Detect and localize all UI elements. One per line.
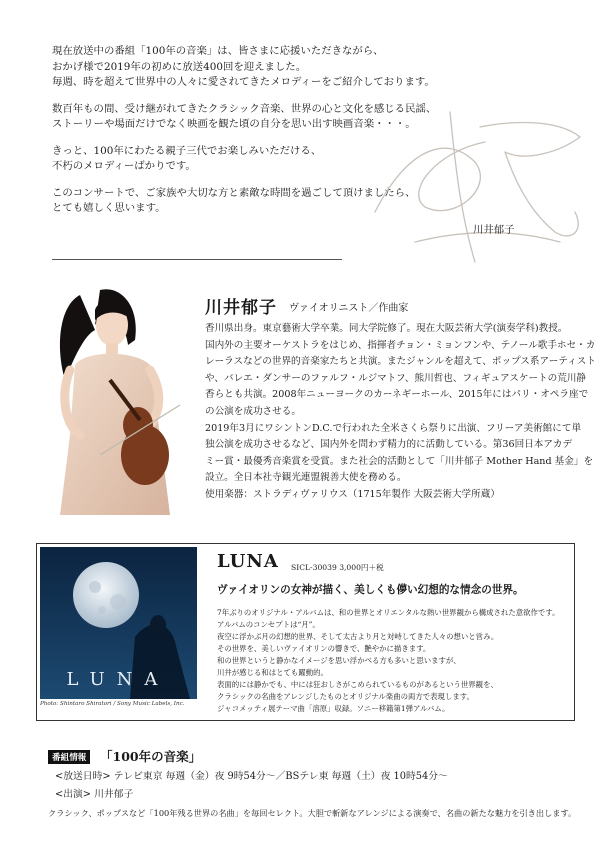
bio-line: 独公演を成功させるなど、国内外を問わず精力的に活動している。第36回日本アカデ <box>205 439 573 451</box>
album-desc-line: 和の世界というと静かなイメージを思い浮かべる方も多いと思いますが、 <box>217 656 461 665</box>
signature-name: 川井郁子 <box>473 224 515 236</box>
album-desc-line: ジャコメッティ展テーマ曲「溶原」収録。ソニー移籍第1弾アルバム。 <box>217 704 450 713</box>
album-desc-line: クラシックの名曲をアレンジしたものとオリジナル楽曲の両方で表現します。 <box>217 692 474 701</box>
album-desc-line: その世界を、美しいヴァイオリンの響きで、艶やかに描きます。 <box>217 644 431 653</box>
profile-name: 川井郁子 <box>205 298 277 318</box>
violinist-portrait-image <box>40 285 190 515</box>
album-desc-line: 7年ぶりのオリジナル・アルバムは、和の世界とオリエンタルな熱い世界観から構成された意欲作です。 <box>217 608 560 617</box>
program-cast: <出演> 川井郁子 <box>55 789 134 800</box>
section-divider <box>52 259 342 260</box>
bio-line: ミー賞・最優秀音楽賞を受賞。また社会的活動として「川井郁子 Mother Hand 基金」を <box>205 455 594 467</box>
bio-line: や、バレエ・ダンサーのファルフ・ルジマトフ、熊川哲也、フィギュアスケートの荒川静 <box>205 372 587 384</box>
handwritten-signature-icon <box>355 92 595 272</box>
intro-line: 毎週、時を超えて世界中の人々に愛されてきたメロディーをご紹介しております。 <box>52 76 435 88</box>
album-desc-line: 川井が感じる和はとても躍動的。 <box>217 668 328 677</box>
album-desc-line: 夜空に浮かぶ月の幻想的世界、そして太古より月と対峙してきた人々の想いと営み。 <box>217 632 499 641</box>
album-desc-line: アルバムのコンセプトは“月”。 <box>217 620 320 629</box>
bio-line: レーラスなどの世界的音楽家たちと共演。またジャンルを超えて、ポップス系アーティスト <box>205 356 596 368</box>
program-broadcast-times: <放送日時> テレビ東京 毎週（金）夜 9時54分～／BSテレ東 毎週（土）夜 10時54分～ <box>55 771 448 782</box>
album-desc-line: 表面的には静かでも、中には狂おしさがこめられているものがあるという世界観を、 <box>217 680 498 689</box>
intro-line: おかげ様で2019年の初めに放送400回を迎えました。 <box>52 60 307 73</box>
program-info-badge: 番組情報 <box>48 750 90 764</box>
album-tagline: ヴァイオリンの女神が描く、美しくも儚い幻想的な情念の世界。 <box>217 584 524 596</box>
bio-line: 使用楽器：ストラディヴァリウス（1715年製作 大阪芸術大学所蔵） <box>205 488 500 500</box>
bio-line: 香らとも共演。2008年ニューヨークのカーネギーホール、2015年にはパリ・オペラ座で <box>205 389 589 401</box>
intro-line: 不朽のメロディーばかりです。 <box>52 160 196 172</box>
program-description: クラシック、ポップスなど「100年残る世界の名曲」を毎回セレクト。大胆で斬新なアレンジによる演奏で、名曲の新たな魅力を引き出します。 <box>48 808 577 818</box>
bio-line: の公演を成功させる。 <box>205 405 301 417</box>
bio-line: 香川県出身。東京藝術大学卒業。同大学院修了。現在大阪芸術大学(演奏学科)教授。 <box>205 323 568 334</box>
intro-line: ストーリーや場面だけでなく映画を観た頃の自分を思い出す映画音楽・・・。 <box>52 118 416 130</box>
intro-line: このコンサートで、ご家族や大切な方と素敵な時間を過ごして頂けましたら、 <box>52 186 416 199</box>
album-catalog-price: SICL-30039 3,000円＋税 <box>291 563 384 572</box>
profile-bio <box>205 321 596 504</box>
intro-paragraph-1 <box>52 44 522 91</box>
intro-line: 数百年もの間、受け継がれてきたクラシック音楽、世界の心と文化を感じる民謡、 <box>52 102 437 115</box>
bio-line: 国内外の主要オーケストラをはじめ、指揮者チョン・ミョンフンや、テノール歌手ホセ・カ <box>205 339 596 351</box>
album-title: LUNA <box>217 551 279 572</box>
program-title: 「100年の音楽」 <box>100 749 202 764</box>
moon-album-cover-image <box>40 547 197 699</box>
photo-credit: Photo: Shintaro Shiratori / Sony Music Labels, Inc. <box>40 701 185 707</box>
album-description <box>217 607 567 715</box>
intro-line: きっと、100年にわたる親子三代でお楽しみいただける、 <box>52 144 322 157</box>
profile-role: ヴァイオリニスト／作曲家 <box>289 303 409 314</box>
bio-line: 2019年3月にワシントンD.C.で行われた全米さくら祭りに出演、フリーア美術館にて単 <box>205 422 582 434</box>
intro-line: 現在放送中の番組「100年の音楽」は、皆さまに応援いただきながら、 <box>52 45 384 57</box>
intro-line: とても嬉しく思います。 <box>52 202 166 214</box>
bio-line: 設立。全日本社寺観光連盟親善大使を務める。 <box>205 472 407 484</box>
album-art-title: LUNA <box>66 669 170 690</box>
